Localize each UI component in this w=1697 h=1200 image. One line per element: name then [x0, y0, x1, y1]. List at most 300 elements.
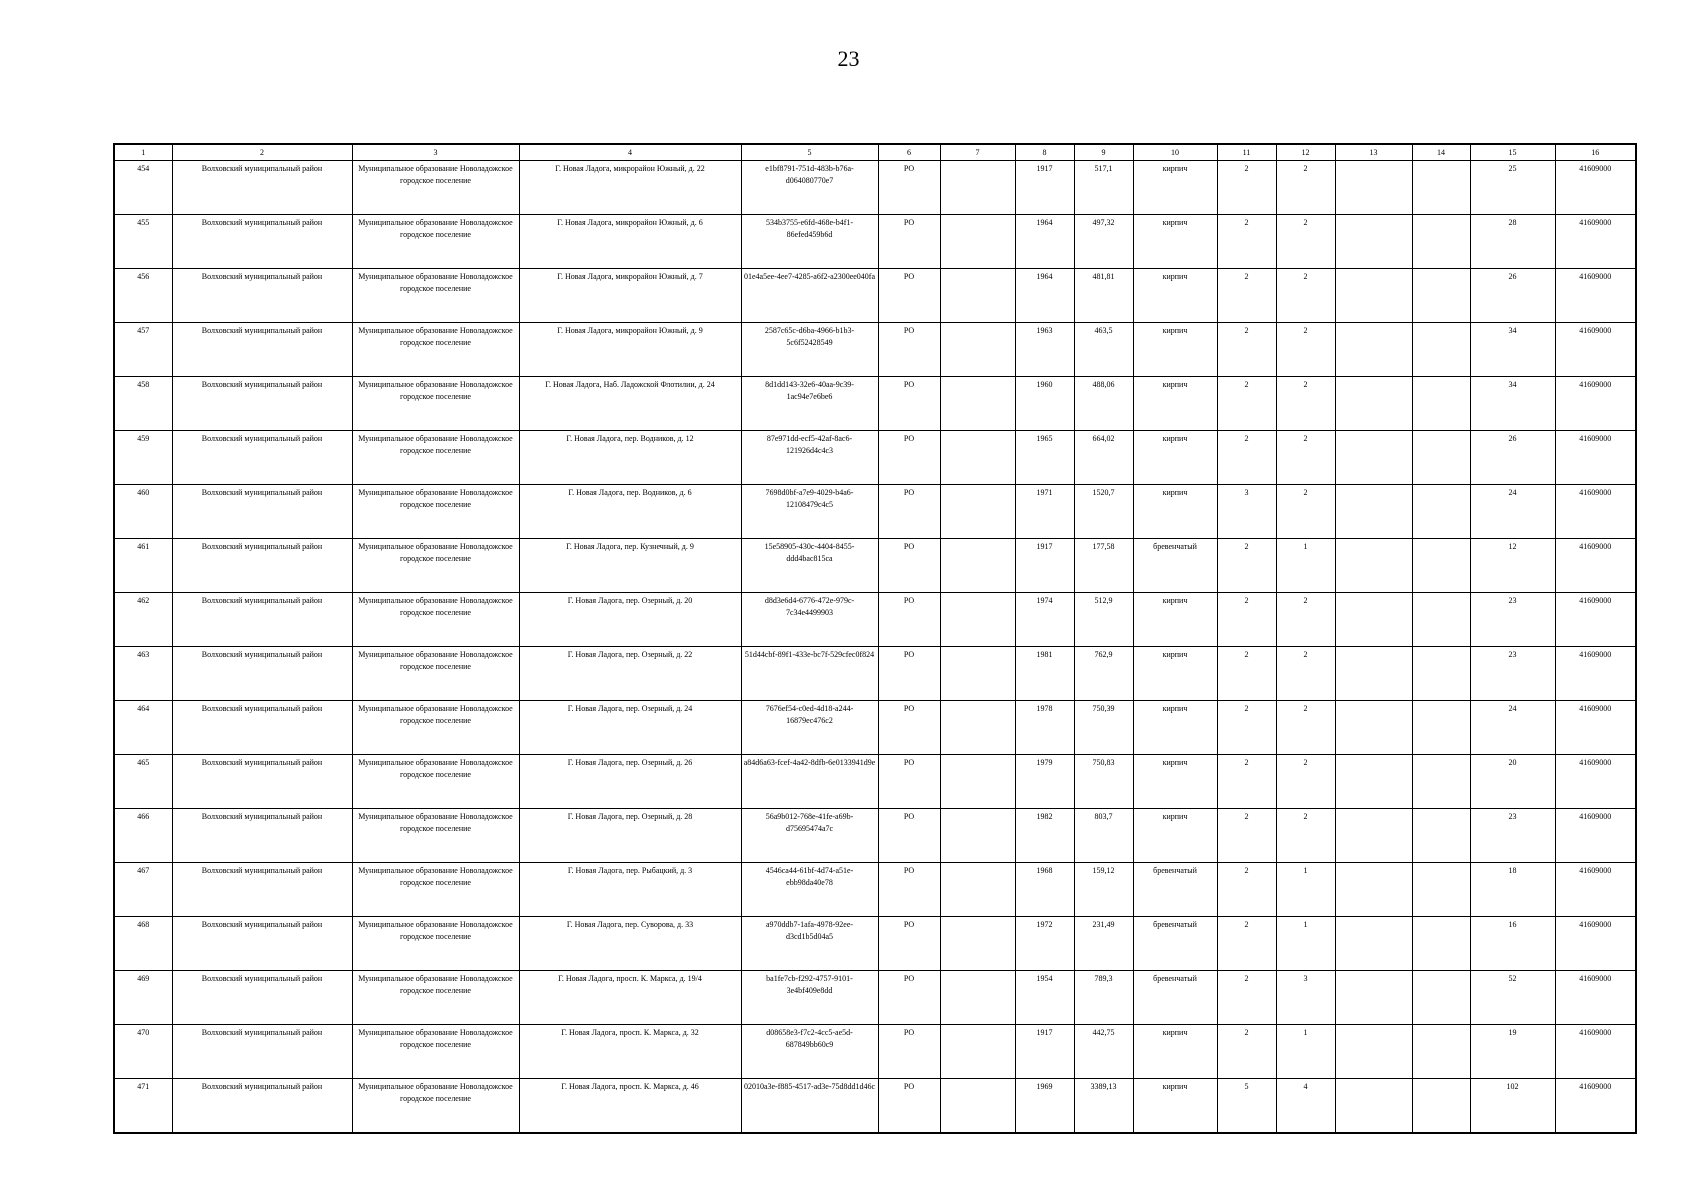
table-cell: Г. Новая Ладога, пер. Озерный, д. 26 — [519, 755, 741, 809]
column-header: 1 — [114, 144, 172, 161]
table-cell: 456 — [114, 269, 172, 323]
table-cell: a84d6a63-fcef-4a42-8dfb-6e0133941d9e — [741, 755, 878, 809]
table-cell: 1960 — [1015, 377, 1074, 431]
table-cell: Г. Новая Ладога, просп. К. Маркса, д. 46 — [519, 1079, 741, 1134]
table-row — [114, 593, 1636, 647]
table-cell: 1 — [1276, 863, 1335, 917]
table-cell — [1412, 971, 1470, 1025]
table-cell: Муниципальное образование Новоладожское городское поселение — [352, 1025, 519, 1079]
table-cell: 466 — [114, 809, 172, 863]
table-cell: РО — [878, 593, 940, 647]
table-cell: Г. Новая Ладога, Наб. Ладожской Флотилии, д. 24 — [519, 377, 741, 431]
table-cell — [1335, 755, 1412, 809]
table-cell: 102 — [1470, 1079, 1555, 1134]
table-cell: кирпич — [1133, 269, 1217, 323]
table-cell: 442,75 — [1074, 1025, 1133, 1079]
table-cell: 2 — [1276, 701, 1335, 755]
table-row — [114, 431, 1636, 485]
table-cell: 762,9 — [1074, 647, 1133, 701]
table-cell: e1bf8791-751d-483b-b76a-d064080770e7 — [741, 161, 878, 215]
table-cell: 56a9b012-768e-41fe-a69b-d75695474a7c — [741, 809, 878, 863]
table-cell: 458 — [114, 377, 172, 431]
table-cell: Волховский муниципальный район — [172, 323, 352, 377]
table-cell — [940, 701, 1015, 755]
table-cell — [1335, 593, 1412, 647]
table-cell: 1979 — [1015, 755, 1074, 809]
table-cell: 1917 — [1015, 539, 1074, 593]
table-cell: 34 — [1470, 377, 1555, 431]
table-cell: 41609000 — [1555, 701, 1636, 755]
table-cell: 16 — [1470, 917, 1555, 971]
table-cell: 2 — [1217, 377, 1276, 431]
table-cell: Муниципальное образование Новоладожское городское поселение — [352, 863, 519, 917]
table-row — [114, 1079, 1636, 1134]
table-cell — [940, 323, 1015, 377]
table-cell: РО — [878, 917, 940, 971]
table-cell: 24 — [1470, 701, 1555, 755]
table-cell: кирпич — [1133, 485, 1217, 539]
table-cell: 1520,7 — [1074, 485, 1133, 539]
table-cell — [1335, 809, 1412, 863]
table-cell: Г. Новая Ладога, просп. К. Маркса, д. 19/4 — [519, 971, 741, 1025]
table-cell — [1335, 269, 1412, 323]
table-cell: Волховский муниципальный район — [172, 701, 352, 755]
table-cell: 2 — [1217, 323, 1276, 377]
table-row — [114, 269, 1636, 323]
table-row — [114, 1025, 1636, 1079]
table-cell — [940, 863, 1015, 917]
table-row — [114, 809, 1636, 863]
table-cell: 3 — [1276, 971, 1335, 1025]
table-cell: 159,12 — [1074, 863, 1133, 917]
table-cell — [940, 485, 1015, 539]
table-cell: 52 — [1470, 971, 1555, 1025]
table-cell: 750,39 — [1074, 701, 1133, 755]
table-cell: 1982 — [1015, 809, 1074, 863]
table-cell — [1412, 593, 1470, 647]
table-cell: 481,81 — [1074, 269, 1133, 323]
table-cell — [1335, 647, 1412, 701]
table-cell — [940, 161, 1015, 215]
table-cell: Волховский муниципальный район — [172, 917, 352, 971]
table-cell: 24 — [1470, 485, 1555, 539]
table-cell: Муниципальное образование Новоладожское городское поселение — [352, 323, 519, 377]
table-cell: 469 — [114, 971, 172, 1025]
column-header: 5 — [741, 144, 878, 161]
table-cell: 465 — [114, 755, 172, 809]
table-cell: Волховский муниципальный район — [172, 647, 352, 701]
table-cell: 2 — [1276, 215, 1335, 269]
table-cell: 2 — [1217, 269, 1276, 323]
table-cell — [1412, 539, 1470, 593]
table-cell: 1 — [1276, 917, 1335, 971]
table-cell: Волховский муниципальный район — [172, 539, 352, 593]
column-header: 11 — [1217, 144, 1276, 161]
table-cell: 25 — [1470, 161, 1555, 215]
table-cell: 2 — [1217, 539, 1276, 593]
table-cell: 463,5 — [1074, 323, 1133, 377]
table-cell — [940, 215, 1015, 269]
table-cell: кирпич — [1133, 1025, 1217, 1079]
table-cell: Волховский муниципальный район — [172, 863, 352, 917]
table-cell — [1412, 863, 1470, 917]
table-cell: 18 — [1470, 863, 1555, 917]
table-cell: Г. Новая Ладога, пер. Кузнечный, д. 9 — [519, 539, 741, 593]
table-cell: 1972 — [1015, 917, 1074, 971]
table-cell: РО — [878, 539, 940, 593]
table-cell: 2 — [1276, 755, 1335, 809]
table-cell: Волховский муниципальный район — [172, 755, 352, 809]
table-cell: Муниципальное образование Новоладожское городское поселение — [352, 377, 519, 431]
table-cell: 19 — [1470, 1025, 1555, 1079]
table-cell: 41609000 — [1555, 971, 1636, 1025]
table-cell: Г. Новая Ладога, пер. Озерный, д. 20 — [519, 593, 741, 647]
table-cell: d8d3e6d4-6776-472e-979c-7c34e4499903 — [741, 593, 878, 647]
table-cell: 471 — [114, 1079, 172, 1134]
table-cell: Волховский муниципальный район — [172, 593, 352, 647]
table-cell — [1412, 917, 1470, 971]
column-header: 4 — [519, 144, 741, 161]
table-cell — [1412, 1025, 1470, 1079]
table-cell: 1 — [1276, 539, 1335, 593]
table-cell — [1335, 971, 1412, 1025]
table-cell: 4546ca44-61bf-4d74-a51e-ebb98da40e78 — [741, 863, 878, 917]
table-cell: РО — [878, 647, 940, 701]
table-cell: Волховский муниципальный район — [172, 215, 352, 269]
table-cell — [1335, 1079, 1412, 1134]
table-cell: Муниципальное образование Новоладожское городское поселение — [352, 593, 519, 647]
table-cell: 5 — [1217, 1079, 1276, 1134]
table-cell: 12 — [1470, 539, 1555, 593]
table-cell — [1412, 809, 1470, 863]
table-cell: 467 — [114, 863, 172, 917]
table-cell: Муниципальное образование Новоладожское городское поселение — [352, 755, 519, 809]
table-row — [114, 161, 1636, 215]
table-cell: 750,83 — [1074, 755, 1133, 809]
column-header: 14 — [1412, 144, 1470, 161]
table-cell — [1412, 647, 1470, 701]
table-cell: 4 — [1276, 1079, 1335, 1134]
table-cell — [1412, 377, 1470, 431]
table-cell: 2 — [1217, 647, 1276, 701]
table-row — [114, 701, 1636, 755]
table-cell — [940, 971, 1015, 1025]
table-row — [114, 755, 1636, 809]
table-cell: бревенчатый — [1133, 971, 1217, 1025]
table-cell: 3 — [1217, 485, 1276, 539]
table-cell: 2 — [1217, 593, 1276, 647]
table-cell — [1335, 1025, 1412, 1079]
column-number-row — [114, 144, 1636, 161]
table-cell: Волховский муниципальный район — [172, 1079, 352, 1134]
table-cell: РО — [878, 377, 940, 431]
table-cell: 41609000 — [1555, 161, 1636, 215]
table-cell: Г. Новая Ладога, просп. К. Маркса, д. 32 — [519, 1025, 741, 1079]
table-cell: РО — [878, 1025, 940, 1079]
table-cell: РО — [878, 269, 940, 323]
table-cell: 7676ef54-c0ed-4d18-a244-16879ec476c2 — [741, 701, 878, 755]
table-cell — [940, 755, 1015, 809]
table-cell: 1981 — [1015, 647, 1074, 701]
table-cell: 512,9 — [1074, 593, 1133, 647]
table-cell: 3389,13 — [1074, 1079, 1133, 1134]
table-cell — [940, 917, 1015, 971]
table-cell: 1964 — [1015, 269, 1074, 323]
table-cell: 459 — [114, 431, 172, 485]
table-cell: 2 — [1217, 917, 1276, 971]
table-cell: 41609000 — [1555, 377, 1636, 431]
table-cell: Г. Новая Ладога, микрорайон Южный, д. 6 — [519, 215, 741, 269]
table-cell: 41609000 — [1555, 863, 1636, 917]
table-cell — [1412, 215, 1470, 269]
table-cell: 1917 — [1015, 1025, 1074, 1079]
table-cell: 468 — [114, 917, 172, 971]
table-row — [114, 377, 1636, 431]
table-cell — [1412, 269, 1470, 323]
table-cell: Г. Новая Ладога, пер. Суворова, д. 33 — [519, 917, 741, 971]
table-cell: кирпич — [1133, 161, 1217, 215]
table-cell: Волховский муниципальный район — [172, 971, 352, 1025]
table-row — [114, 971, 1636, 1025]
table-cell: 26 — [1470, 269, 1555, 323]
table-cell: 2 — [1217, 809, 1276, 863]
column-header: 3 — [352, 144, 519, 161]
table-cell: РО — [878, 161, 940, 215]
table-cell — [940, 539, 1015, 593]
column-header: 9 — [1074, 144, 1133, 161]
table-cell: кирпич — [1133, 215, 1217, 269]
table-cell — [1412, 323, 1470, 377]
table-cell: 2 — [1217, 161, 1276, 215]
table-cell: 2587c65c-d6ba-4966-b1b3-5c6f52428549 — [741, 323, 878, 377]
table-cell: РО — [878, 701, 940, 755]
column-header: 12 — [1276, 144, 1335, 161]
table-cell: 517,1 — [1074, 161, 1133, 215]
table-cell: Волховский муниципальный район — [172, 161, 352, 215]
table-cell: 8d1dd143-32e6-40aa-9c39-1ac94e7e6be6 — [741, 377, 878, 431]
column-header: 7 — [940, 144, 1015, 161]
table-cell: 41609000 — [1555, 755, 1636, 809]
table-cell — [940, 431, 1015, 485]
column-header: 8 — [1015, 144, 1074, 161]
table-cell: Муниципальное образование Новоладожское городское поселение — [352, 917, 519, 971]
table-cell: Волховский муниципальный район — [172, 377, 352, 431]
table-cell: 87e971dd-ecf5-42af-8ac6-121926d4c4c3 — [741, 431, 878, 485]
table-cell: РО — [878, 863, 940, 917]
table-cell: 34 — [1470, 323, 1555, 377]
table-cell: Волховский муниципальный район — [172, 485, 352, 539]
table-cell — [1412, 755, 1470, 809]
table-cell: Муниципальное образование Новоладожское городское поселение — [352, 269, 519, 323]
table-cell: бревенчатый — [1133, 539, 1217, 593]
table-cell: 41609000 — [1555, 539, 1636, 593]
table-cell: РО — [878, 1079, 940, 1134]
table-cell: 41609000 — [1555, 809, 1636, 863]
table-cell — [1335, 485, 1412, 539]
table-cell: 01e4a5ee-4ee7-4285-a6f2-a2300ee040fa — [741, 269, 878, 323]
table-cell: 789,3 — [1074, 971, 1133, 1025]
table-cell: РО — [878, 485, 940, 539]
table-cell: 1974 — [1015, 593, 1074, 647]
table-cell: ba1fe7cb-f292-4757-9101-3e4bf409e8dd — [741, 971, 878, 1025]
table-cell: кирпич — [1133, 755, 1217, 809]
table-cell: 1971 — [1015, 485, 1074, 539]
column-header: 2 — [172, 144, 352, 161]
table-cell: 460 — [114, 485, 172, 539]
table-cell: Волховский муниципальный район — [172, 809, 352, 863]
table-cell: 41609000 — [1555, 1079, 1636, 1134]
table-cell — [940, 593, 1015, 647]
table-cell: 803,7 — [1074, 809, 1133, 863]
table-cell — [1412, 1079, 1470, 1134]
table-cell: 454 — [114, 161, 172, 215]
table-cell — [1335, 215, 1412, 269]
table-cell: 41609000 — [1555, 485, 1636, 539]
table-cell: 41609000 — [1555, 917, 1636, 971]
table-cell: Г. Новая Ладога, пер. Водников, д. 12 — [519, 431, 741, 485]
table-cell: a970ddb7-1afa-4978-92ee-d3cd1b5d04a5 — [741, 917, 878, 971]
table-body — [114, 161, 1636, 1134]
table-cell: 462 — [114, 593, 172, 647]
table-cell: 470 — [114, 1025, 172, 1079]
table-cell: 1968 — [1015, 863, 1074, 917]
table-cell — [940, 377, 1015, 431]
table-cell — [1335, 701, 1412, 755]
table-cell: Муниципальное образование Новоладожское городское поселение — [352, 809, 519, 863]
table-cell: 497,32 — [1074, 215, 1133, 269]
table-cell: 231,49 — [1074, 917, 1133, 971]
table-cell: 51d44cbf-89f1-433e-bc7f-529cfec0f824 — [741, 647, 878, 701]
table-cell — [940, 1025, 1015, 1079]
table-cell: 1964 — [1015, 215, 1074, 269]
table-cell: 1917 — [1015, 161, 1074, 215]
table-row — [114, 215, 1636, 269]
table-cell: Г. Новая Ладога, микрорайон Южный, д. 22 — [519, 161, 741, 215]
table-cell: кирпич — [1133, 431, 1217, 485]
table-cell: 02010a3e-f885-4517-ad3e-75d8dd1d46c — [741, 1079, 878, 1134]
table-cell: 488,06 — [1074, 377, 1133, 431]
table-cell — [1412, 701, 1470, 755]
column-header: 15 — [1470, 144, 1555, 161]
page-number: 23 — [837, 46, 860, 71]
table-cell — [1335, 917, 1412, 971]
table-cell: 455 — [114, 215, 172, 269]
table-cell: 2 — [1217, 755, 1276, 809]
table-cell: 23 — [1470, 593, 1555, 647]
table-cell: 664,02 — [1074, 431, 1133, 485]
table-cell: бревенчатый — [1133, 863, 1217, 917]
table-cell: 41609000 — [1555, 269, 1636, 323]
column-header: 6 — [878, 144, 940, 161]
table-cell: бревенчатый — [1133, 917, 1217, 971]
table-cell: 2 — [1276, 431, 1335, 485]
table-cell: d08658e3-f7c2-4cc5-ae5d-687849bb60c9 — [741, 1025, 878, 1079]
table-cell: 41609000 — [1555, 647, 1636, 701]
table-cell: 1978 — [1015, 701, 1074, 755]
table-cell — [940, 647, 1015, 701]
table-cell: 2 — [1217, 1025, 1276, 1079]
table-cell: 2 — [1276, 809, 1335, 863]
table-cell: 26 — [1470, 431, 1555, 485]
table-cell: РО — [878, 323, 940, 377]
table-cell: 2 — [1276, 647, 1335, 701]
table-cell: Г. Новая Ладога, пер. Водников, д. 6 — [519, 485, 741, 539]
table-cell — [1335, 377, 1412, 431]
table-cell: 2 — [1276, 377, 1335, 431]
table-cell: Г. Новая Ладога, микрорайон Южный, д. 7 — [519, 269, 741, 323]
table-cell — [1335, 863, 1412, 917]
table-cell: Муниципальное образование Новоладожское городское поселение — [352, 701, 519, 755]
housing-registry-table — [113, 143, 1637, 1134]
table-cell: 1965 — [1015, 431, 1074, 485]
table-row — [114, 917, 1636, 971]
table-cell: 2 — [1276, 593, 1335, 647]
table-cell: 20 — [1470, 755, 1555, 809]
table-cell — [1335, 323, 1412, 377]
table-cell: 41609000 — [1555, 593, 1636, 647]
table-cell: 2 — [1276, 485, 1335, 539]
table-cell: кирпич — [1133, 377, 1217, 431]
table-cell: Волховский муниципальный район — [172, 431, 352, 485]
table-cell: 534b3755-e6fd-468e-b4f1-86efed459b6d — [741, 215, 878, 269]
table-cell: кирпич — [1133, 701, 1217, 755]
table-cell: Муниципальное образование Новоладожское городское поселение — [352, 971, 519, 1025]
table-cell — [1335, 161, 1412, 215]
table-cell: 41609000 — [1555, 431, 1636, 485]
table-cell: Волховский муниципальный район — [172, 269, 352, 323]
table-cell: 2 — [1217, 971, 1276, 1025]
table-cell: Г. Новая Ладога, пер. Озерный, д. 22 — [519, 647, 741, 701]
column-header: 16 — [1555, 144, 1636, 161]
table-cell: 2 — [1276, 323, 1335, 377]
table-cell: 2 — [1276, 161, 1335, 215]
table-cell — [1335, 539, 1412, 593]
table-cell: 2 — [1217, 863, 1276, 917]
table-cell: РО — [878, 809, 940, 863]
table-row — [114, 485, 1636, 539]
table-cell: Муниципальное образование Новоладожское городское поселение — [352, 539, 519, 593]
table-cell: РО — [878, 971, 940, 1025]
table-cell: 41609000 — [1555, 1025, 1636, 1079]
table-cell — [1412, 161, 1470, 215]
table-cell: 23 — [1470, 647, 1555, 701]
table-cell: РО — [878, 215, 940, 269]
table-cell: Г. Новая Ладога, пер. Озерный, д. 24 — [519, 701, 741, 755]
table-cell: 457 — [114, 323, 172, 377]
table-cell — [1412, 485, 1470, 539]
table-cell: 1 — [1276, 1025, 1335, 1079]
table-cell: 463 — [114, 647, 172, 701]
table-cell: Г. Новая Ладога, пер. Рыбацкий, д. 3 — [519, 863, 741, 917]
table-row — [114, 539, 1636, 593]
table-cell: Г. Новая Ладога, пер. Озерный, д. 28 — [519, 809, 741, 863]
table-cell: Волховский муниципальный район — [172, 1025, 352, 1079]
table-cell: 2 — [1217, 215, 1276, 269]
table-cell: 15e58905-430c-4404-8455-ddd4bac815ca — [741, 539, 878, 593]
table-cell: Муниципальное образование Новоладожское городское поселение — [352, 647, 519, 701]
table-cell: РО — [878, 755, 940, 809]
table-cell: Муниципальное образование Новоладожское городское поселение — [352, 215, 519, 269]
table-cell: 464 — [114, 701, 172, 755]
column-header: 10 — [1133, 144, 1217, 161]
table-cell — [1412, 431, 1470, 485]
table-cell — [1335, 431, 1412, 485]
table-cell: 461 — [114, 539, 172, 593]
table-row — [114, 647, 1636, 701]
table-cell: Муниципальное образование Новоладожское городское поселение — [352, 1079, 519, 1134]
table-cell: кирпич — [1133, 323, 1217, 377]
table-row — [114, 323, 1636, 377]
